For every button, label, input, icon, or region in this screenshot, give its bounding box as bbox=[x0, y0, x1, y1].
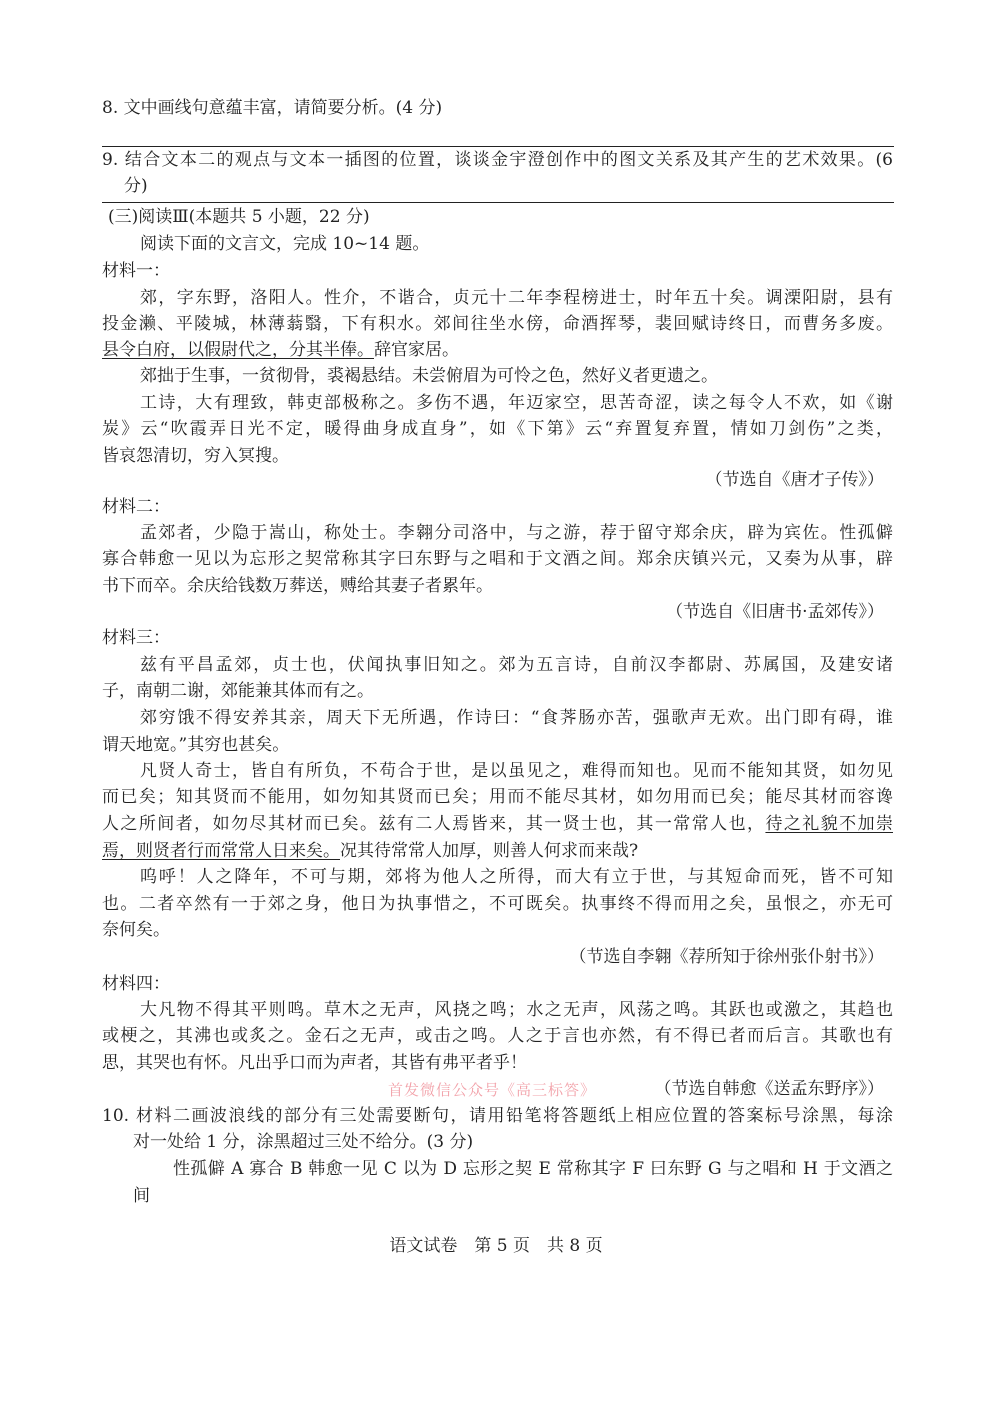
text-segment: 投金濑、平陵城，林薄蓊翳，下有积水。郊间往坐水傍，命酒挥琴，裴回赋诗终日，而曹务多废。 bbox=[102, 314, 893, 334]
text-segment: 郊拙于生事，一贫彻骨，裘褐悬结。未尝俯眉为可怜之色，然好义者更遗之。 bbox=[140, 366, 718, 386]
text-segment: （节选自《旧唐书·孟郊传》） bbox=[666, 602, 884, 622]
text-segment: 子，南朝二谢，郊能兼其体而有之。 bbox=[102, 681, 374, 701]
text-segment: 大凡物不得其平则鸣。草木之无声，风挠之鸣；水之无声，风荡之鸣。其跃也或激之，其趋也 bbox=[140, 1000, 893, 1020]
text-line bbox=[102, 260, 170, 282]
text-segment: 书下而卒。余庆给钱数万葬送，赙给其妻子者累年。 bbox=[102, 576, 493, 596]
text-segment: （节选自《唐才子传》） bbox=[705, 470, 884, 490]
text-segment: 谓天地宽。”其穷也甚矣。 bbox=[102, 735, 290, 755]
text-segment: 辞官家居。 bbox=[374, 340, 459, 360]
source-citation bbox=[706, 469, 885, 491]
underlined-text: 待之礼貌不加崇 bbox=[765, 814, 893, 834]
source-citation bbox=[666, 601, 884, 623]
text-segment: 材料一： bbox=[102, 261, 170, 281]
text-line bbox=[102, 418, 893, 440]
text-line bbox=[102, 313, 893, 335]
text-line bbox=[102, 627, 170, 649]
text-segment: 分) bbox=[124, 176, 148, 196]
text-line bbox=[102, 339, 459, 361]
text-segment: (三)阅读Ⅲ(本题共 5 小题，22 分) bbox=[108, 207, 370, 227]
answer-rule-q8 bbox=[102, 146, 894, 147]
text-segment: 工诗，大有理致，韩吏部极称之。多伤不遇，年迈家空，思苦奇涩，读之每令人不欢，如《谢 bbox=[140, 393, 893, 413]
text-line bbox=[102, 496, 170, 518]
text-line bbox=[140, 654, 893, 676]
text-segment: 况其待常常人加厚，则善人何求而来哉? bbox=[340, 841, 639, 861]
text-line bbox=[102, 445, 289, 467]
text-segment: （节选自韩愈《送孟东野序》） bbox=[654, 1079, 884, 1099]
text-segment: 10. 材料二画波浪线的部分有三处需要断句，请用铅笔将答题纸上相应位置的答案标号涂黑，每涂 bbox=[102, 1106, 893, 1126]
text-segment: 8. 文中画线句意蕴丰富，请简要分析。(4 分) bbox=[102, 98, 443, 118]
text-line bbox=[133, 1131, 473, 1153]
text-segment: 奈何矣。 bbox=[102, 920, 170, 940]
text-line bbox=[102, 893, 893, 915]
text-segment: 思，其哭也有怀。凡出乎口而为声者，其皆有弗平者乎！ bbox=[102, 1053, 527, 1073]
text-line bbox=[102, 97, 442, 119]
text-line bbox=[140, 760, 893, 782]
text-line bbox=[102, 973, 170, 995]
text-segment: 人之所间者，如勿尽其材而已矣。兹有二人焉皆来，其一贤士也，其一常常人也， bbox=[102, 814, 766, 834]
text-segment: 寡合韩愈一见以为忘形之契常称其字曰东野与之唱和于文酒之间。郑余庆镇兴元，又奏为从事，辟 bbox=[102, 549, 893, 569]
text-line bbox=[140, 287, 893, 309]
text-line bbox=[133, 1185, 150, 1207]
text-line bbox=[108, 206, 370, 228]
text-segment: 或梗之，其沸也或炙之。金石之无声，或击之鸣。人之于言也亦然，有不得已者而后言。其歌也有 bbox=[102, 1026, 893, 1046]
text-segment: 兹有平昌孟郊，贞士也，伏闻执事旧知之。郊为五言诗，自前汉李都尉、苏属国，及建安诸 bbox=[140, 655, 893, 675]
text-segment: （节选自李翱《荐所知于徐州张仆射书》） bbox=[569, 947, 884, 967]
text-segment: 9. 结合文本二的观点与文本一插图的位置，谈谈金宇澄创作中的图文关系及其产生的艺术效果。(6 bbox=[102, 150, 893, 170]
page-footer: 语文试卷 第 5 页 共 8 页 bbox=[389, 1236, 603, 1256]
text-segment: 炭》云“吹霞弄日光不定，暖得曲身成直身”，如《下第》云“弃置复弃置，情如刀剑伤”之类， bbox=[102, 419, 893, 439]
text-line bbox=[173, 1158, 893, 1180]
text-line bbox=[102, 680, 374, 702]
text-segment: 阅读下面的文言文，完成 10~14 题。 bbox=[140, 234, 430, 254]
text-segment: 性孤僻 A 寡合 B 韩愈一见 C 以为 D 忘形之契 E 常称其字 F 曰东野 G 与之唱和 H 于文酒之 bbox=[173, 1159, 893, 1179]
text-line bbox=[102, 1052, 527, 1074]
text-segment: 材料三： bbox=[102, 628, 170, 648]
text-line bbox=[102, 840, 638, 862]
text-line bbox=[102, 149, 893, 171]
underlined-text: 焉，则贤者行而常常人日来矣。 bbox=[102, 841, 340, 861]
text-line bbox=[124, 175, 148, 197]
text-line bbox=[140, 522, 893, 544]
text-line bbox=[102, 575, 493, 597]
text-segment: 对一处给 1 分，涂黑超过三处不给分。(3 分) bbox=[133, 1132, 474, 1152]
text-line bbox=[102, 1025, 893, 1047]
watermark: 首发微信公众号《高三标答》 bbox=[388, 1081, 597, 1099]
text-line bbox=[102, 734, 289, 756]
text-line bbox=[140, 392, 893, 414]
text-line bbox=[102, 548, 893, 570]
text-line bbox=[140, 365, 718, 387]
text-line bbox=[140, 999, 893, 1021]
text-segment: 也。二者卒然有一于郊之身，他日为执事惜之，不可既矣。执事终不得而用之矣，虽恨之，亦无可 bbox=[102, 894, 893, 914]
text-segment: 郊，字东野，洛阳人。性介，不谐合，贞元十二年李程榜进士，时年五十矣。调溧阳尉，县有 bbox=[140, 288, 893, 308]
source-citation bbox=[570, 946, 885, 968]
text-segment: 间 bbox=[133, 1186, 150, 1206]
text-line bbox=[102, 786, 893, 808]
text-line bbox=[102, 919, 170, 941]
text-line bbox=[140, 866, 893, 888]
text-segment: 而已矣；知其贤而不能用，如勿知其贤而已矣；用而不能尽其材，如勿用而已矣；能尽其材而容谗 bbox=[102, 787, 893, 807]
text-segment: 皆哀怨清切，穷入冥搜。 bbox=[102, 446, 289, 466]
text-segment: 郊穷饿不得安养其亲，周天下无所遇，作诗曰：“食荠肠亦苦，强歌声无欢。出门即有碍，谁 bbox=[140, 708, 893, 728]
text-line bbox=[140, 233, 429, 255]
text-segment: 材料四： bbox=[102, 974, 170, 994]
text-line bbox=[140, 707, 893, 729]
answer-rule-q9 bbox=[102, 202, 894, 203]
underlined-text: 县令白府，以假尉代之，分其半俸。 bbox=[102, 340, 374, 360]
text-segment: 材料二： bbox=[102, 497, 170, 517]
text-line bbox=[102, 1105, 893, 1127]
source-citation bbox=[655, 1078, 885, 1100]
text-line bbox=[102, 813, 893, 835]
text-segment: 孟郊者，少隐于嵩山，称处士。李翱分司洛中，与之游，荐于留守郑余庆，辟为宾佐。性孤僻 bbox=[140, 523, 893, 543]
text-segment: 凡贤人奇士，皆自有所负，不苟合于世，是以虽见之，难得而知也。见而不能知其贤，如勿见 bbox=[140, 761, 893, 781]
text-segment: 呜呼！人之降年，不可与期，郊将为他人之所得，而大有立于世，与其短命而死，皆不可知 bbox=[140, 867, 893, 887]
